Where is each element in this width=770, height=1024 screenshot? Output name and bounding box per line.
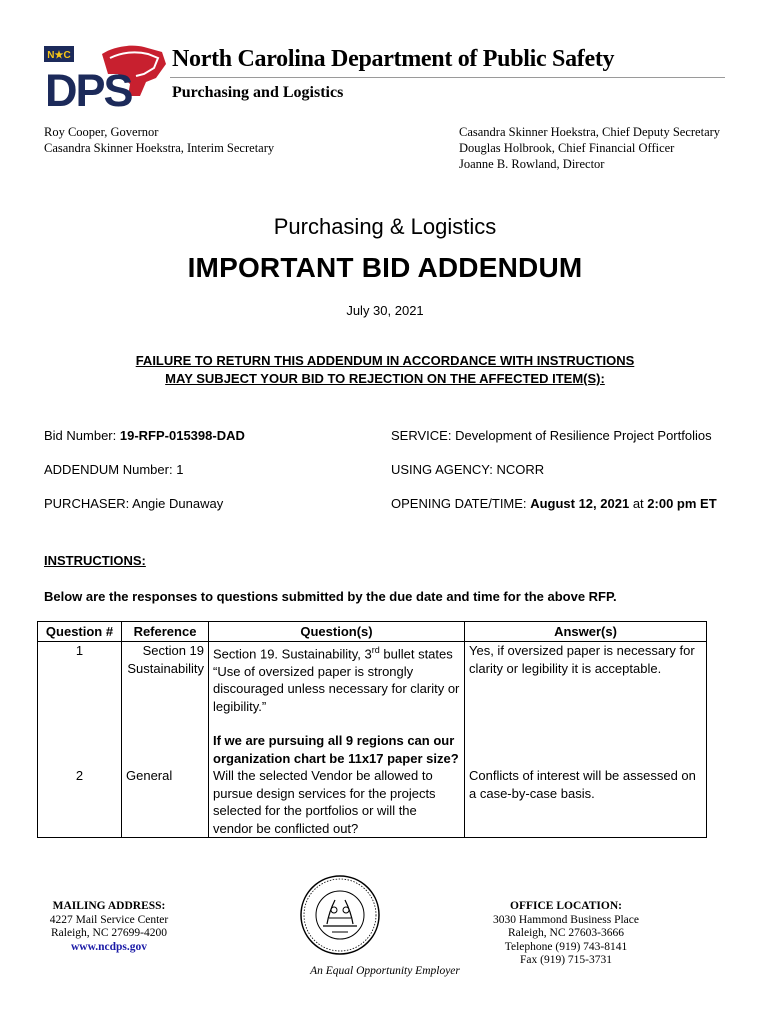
mailing-line: 4227 Mail Service Center xyxy=(49,913,169,926)
bid-number-label: Bid Number: xyxy=(44,428,117,443)
reference-line: Section 19 xyxy=(142,643,204,658)
office-phone: Telephone (919) 743-8141 xyxy=(504,940,628,953)
instructions-text: Below are the responses to questions submitted by the due date and time for the above RFP. xyxy=(44,589,617,604)
agency-value: NCORR xyxy=(496,462,545,477)
question-bold-text: If we are pursuing all 9 regions can our organization chart be 11x17 paper size? xyxy=(213,733,459,766)
mailing-address xyxy=(44,900,174,954)
question-text-part: bullet states “Use of oversized paper is strongly discouraged unless necessary for clarity or legibility.” xyxy=(213,646,460,714)
purchaser-label: PURCHASER: xyxy=(44,496,130,511)
table-row xyxy=(38,642,707,768)
opening-date-value: August 12, 2021 xyxy=(530,496,630,511)
rejection-warning xyxy=(0,352,770,388)
reference-cell xyxy=(122,642,209,768)
agency-label: USING AGENCY: xyxy=(391,462,493,477)
using-agency-field xyxy=(391,462,544,477)
question-number-cell: 1 xyxy=(38,642,122,768)
question-cell: Will the selected Vendor be allowed to pursue design services for the projects selected for the portfolios or will the vendor be conflicted out? xyxy=(209,767,465,838)
purchaser-value: Angie Dunaway xyxy=(132,496,224,511)
office-line: Raleigh, NC 27603-3666 xyxy=(508,927,624,939)
answer-cell: Conflicts of interest will be assessed on a case-by-case basis. xyxy=(465,767,707,838)
cfo-line: Douglas Holbrook, Chief Financial Officer xyxy=(459,141,675,155)
service-value: Development of Resilience Project Portfolios xyxy=(455,428,712,443)
question-cell xyxy=(209,642,465,768)
left-officers xyxy=(44,124,274,156)
reference-cell: General xyxy=(122,767,209,838)
division-title: Purchasing and Logistics xyxy=(172,84,344,101)
addendum-number-field xyxy=(44,462,183,477)
opening-label: OPENING DATE/TIME: xyxy=(391,496,527,511)
header-reference: Reference xyxy=(122,622,209,642)
right-officers xyxy=(459,124,720,172)
website-link[interactable]: www.ncdps.gov xyxy=(70,940,148,953)
governor-line: Roy Cooper, Governor xyxy=(44,125,159,139)
qa-header-row xyxy=(38,622,707,642)
opening-at-word: at xyxy=(632,496,644,511)
header-rule xyxy=(170,77,725,78)
document-date: July 30, 2021 xyxy=(346,303,424,318)
opening-time-value: 2:00 pm ET xyxy=(647,496,717,511)
service-field xyxy=(391,428,712,443)
mailing-heading: MAILING ADDRESS: xyxy=(52,900,166,912)
logo-badge: N★C xyxy=(47,50,71,61)
warning-line-2: MAY SUBJECT YOUR BID TO REJECTION ON THE AFFECTED ITEM(S): xyxy=(165,371,605,386)
state-seal-icon xyxy=(299,874,381,956)
secretary-line: Casandra Skinner Hoekstra, Interim Secretary xyxy=(44,141,275,155)
table-row xyxy=(38,767,707,838)
section-title: Purchasing & Logistics xyxy=(273,214,497,239)
logo-text: DPS xyxy=(45,65,132,110)
addendum-label: ADDENDUM Number: xyxy=(44,462,173,477)
answer-cell: Yes, if oversized paper is necessary for clarity or legibility it is acceptable. xyxy=(465,642,707,768)
header-questions: Question(s) xyxy=(209,622,465,642)
instructions-label: INSTRUCTIONS: xyxy=(44,553,146,568)
warning-line-1: FAILURE TO RETURN THIS ADDENDUM IN ACCORDANCE WITH INSTRUCTIONS xyxy=(135,353,635,368)
purchaser-field xyxy=(44,496,223,511)
addendum-value: 1 xyxy=(176,462,184,477)
deputy-secretary-line: Casandra Skinner Hoekstra, Chief Deputy Secretary xyxy=(459,125,721,139)
bid-number-value: 19-RFP-015398-DAD xyxy=(119,428,245,443)
reference-line: Sustainability xyxy=(127,660,204,676)
qa-table xyxy=(37,621,707,838)
ncdps-logo xyxy=(44,44,168,110)
office-location xyxy=(474,900,658,968)
ordinal-suffix: rd xyxy=(371,645,380,655)
main-title: IMPORTANT BID ADDENDUM xyxy=(187,252,583,283)
director-line: Joanne B. Rowland, Director xyxy=(459,157,605,171)
equal-opportunity-text: An Equal Opportunity Employer xyxy=(310,965,460,977)
question-number-cell: 2 xyxy=(38,767,122,838)
mailing-line: Raleigh, NC 27699-4200 xyxy=(51,927,167,939)
service-label: SERVICE: xyxy=(391,428,452,443)
department-title: North Carolina Department of Public Safety xyxy=(172,46,615,72)
question-text-part: Section 19. Sustainability, 3 xyxy=(213,646,372,662)
question-text xyxy=(213,642,460,715)
office-heading: OFFICE LOCATION: xyxy=(510,900,622,912)
office-fax: Fax (919) 715-3731 xyxy=(520,954,612,966)
opening-date-field xyxy=(391,496,717,511)
bid-number-field xyxy=(44,428,245,443)
header-question-number: Question # xyxy=(38,622,122,642)
header-answers: Answer(s) xyxy=(465,622,707,642)
office-line: 3030 Hammond Business Place xyxy=(493,913,639,926)
